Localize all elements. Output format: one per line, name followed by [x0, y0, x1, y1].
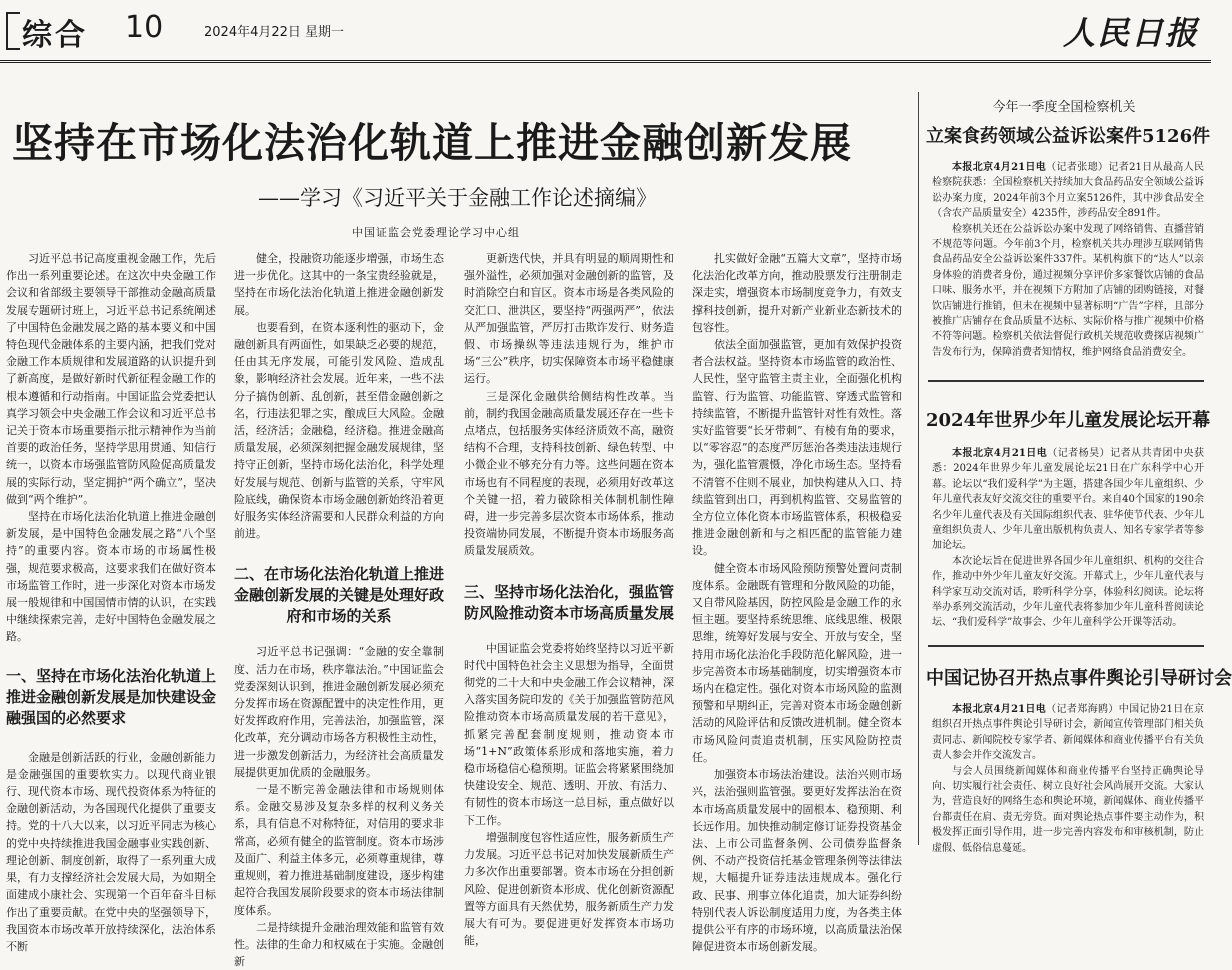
- paragraph: 与会人员围绕新闻媒体和商业传播平台坚持正确舆论导向、切实履行社会责任、树立良好社会风尚展开交流。大家认为，营造良好的网络生态和舆论环境，新闻媒体、商业传播平台都责任在肩、责无旁贷。面对舆论热点事件要主动作为，积极发挥正面引导作用，进一步完善内容发布和审核机制，防止虚假、低俗信息蔓延。: [932, 765, 1204, 854]
- section-heading-1: 一、坚持在市场化法治化轨道上推进金融创新发展是加快建设金融强国的必然要求: [6, 666, 217, 727]
- article-subhead: ——学习《习近平关于金融工作论述摘编》: [258, 186, 657, 210]
- paragraph: 三是深化金融供给侧结构性改革。当前，制约我国金融高质量发展还存在一些卡点堵点，包括服务实体经济质效不高，融资结构不合理，支持科技创新、绿色转型、中小微企业不够充分有力等。这些问题在资本市场也有不同程度的表现，必须用好改革这个关键一招，着力破除相关体制机制性障碍，进一步完善多层次资本市场体系，推动投资端协同发展，不断提升资本市场服务高质量发展质效。: [464, 389, 674, 558]
- dateline: 本报北京4月21日电: [952, 162, 1047, 173]
- paragraph: 健全资本市场风险预防预警处置问责制度体系。金融既有管理和分散风险的功能，又自带风险基因，防控风险是金融工作的永恒主题。要坚持系统思维、底线思维、极限思维，统筹好发展与安全、开放与安全，坚持用市场化法治化手段防范化解风险，进一步完善资本市场基础制度，切实增强资本市场内在稳定性。强化对资本市场风险的监测预警和早期纠正，完善对资本市场金融创新活动的风险评估和反馈改进机制。健全资本市场风险问责追责机制，压实风险防控责任。: [692, 561, 902, 764]
- paragraph: 坚持在市场化法治化轨道上推进金融创新发展，是中国特色金融发展之路“八个坚持”的重要内容。资本市场的市场属性极强，规范要求极高，这要求我们在做好资本市场监管工作时，进一步深化对资本市场发展一般规律和中国国情市情的认识，在实践中继续探索完善，走好中国特色金融发展之路。: [6, 510, 216, 644]
- sidebar-story1-body: [932, 160, 1204, 370]
- paragraph: （记者郑海鸥）中国记协21日在京组织召开热点事件舆论引导研讨会，新闻宣传管理部门相关负责同志、新闻院校专家学者、新闻媒体和商业传播平台有关负责人参会并作交流发言。: [932, 704, 1205, 762]
- paragraph: 本次论坛旨在促进世界各国少年儿童组织、机构的交往合作，推动中外少年儿童友好交流。开幕式上，少年儿童代表与科学家互动交流对话，聆听科学分享，体验科幻阅读。论坛将举办系列交流活动，少年儿童代表将参加少年儿童科普阅读论坛、“我们爱科学”故事会、少年儿童科学公开课等活动。: [932, 555, 1204, 629]
- sidebar-story2-body: [932, 446, 1204, 636]
- page-number: 10: [125, 10, 164, 45]
- sidebar-story2-title: 2024年世界少年儿童发展论坛开幕: [926, 410, 1211, 431]
- paragraph: 金融是创新活跃的行业，金融创新能力是金融强国的重要软实力。以现代商业银行、现代资本市场、现代投资体系为特征的金融创新活动，为各国现代化提供了重要支持。党的十八大以来，以习近平同志为核心的党中央持续推进我国金融事业实践创新、理论创新、制度创新，取得了一系列重大成果，有力支撑经济社会发展大局，为如期全面建成小康社会、实现第一个百年奋斗目标作出了重要贡献。在党中央的坚强领导下，我国资本市场改革开放持续深化，法治体系不断: [6, 750, 216, 953]
- paragraph: 也要看到，在资本逐利性的驱动下，金融创新具有两面性，如果缺乏必要的规范，任由其无序发展，可能引发风险、造成乱象，影响经济社会发展。近年来，一些不法分子搞伪创新、乱创新，甚至借金融创新之名，行违法犯罪之实，酿成巨大风险。金融活，经济活；金融稳，经济稳。推进金融高质量发展，必须深刻把握金融发展规律，坚持守正创新，坚持市场化法治化，科学处理好发展与规范、创新与监管的关系，守牢风险底线，确保资本市场金融创新始终沿着更好服务实体经济需要和人民群众利益的方向前进。: [234, 320, 444, 541]
- paragraph: 二是持续提升金融治理效能和监管有效性。法律的生命力和权威在于实施。金融创新: [234, 920, 444, 969]
- sidebar-divider: [928, 645, 1204, 647]
- paragraph: 扎实做好金融“五篇大文章”，坚持市场化法治化改革方向，推动股票发行注册制走深走实，增强资本市场制度竞争力，有效支撑科技创新，提升对新产业新业态新技术的包容性。: [692, 252, 902, 334]
- section-heading-2: 二、在市场化法治化轨道上推进金融创新发展的关键是处理好政府和市场的关系: [234, 565, 445, 626]
- sidebar-story1-title: 立案食药领域公益诉讼案件5126件: [926, 126, 1211, 147]
- article-column-4: [692, 250, 902, 954]
- article-column-1: [6, 250, 217, 953]
- paragraph: 健全，投融资功能逐步增强，市场生态进一步优化。这其中的一条宝贵经验就是，坚持在市场化法治化轨道上推进金融创新发展。: [234, 252, 444, 317]
- article-column-3: [464, 250, 675, 948]
- masthead: [0, 0, 1211, 64]
- sidebar-divider: [928, 380, 1204, 382]
- paragraph: 中国证监会党委将始终坚持以习近平新时代中国特色社会主义思想为指导，全面贯彻党的二十大和中央金融工作会议精神，深入落实国务院印发的《关于加强监管防范风险推动资本市场高质量发展的若干意见》，抓紧完善配套制度规则，推动资本市场“1+N”政策体系形成和落地实施，着力稳市场稳信心稳预期。证监会将紧紧围绕加快建设安全、规范、透明、开放、有活力、有韧性的资本市场这一总目标，重点做好以下工作。: [464, 641, 674, 827]
- sidebar-story3-body: [932, 702, 1205, 854]
- section-bracket: [6, 12, 20, 50]
- sidebar-story1-kicker: 今年一季度全国检察机关: [992, 100, 1136, 115]
- paragraph: 更新迭代快，并具有明显的顺周期性和强外溢性，必须加强对金融创新的监管，及时消除空白和盲区。资本市场是各类风险的交汇口、泄洪区，要坚持“两强两严”，依法从严加强监管，严厉打击欺诈发行、财务造假、市场操纵等违法违规行为，维护市场“三公”秩序，切实保障资本市场平稳健康运行。: [464, 252, 674, 386]
- paragraph: （记者杨昊）记者从共青团中央获悉：2024年世界少年儿童发展论坛21日在广东科学中心开幕。论坛以“我们爱科学”为主题，搭建各国少年儿童组织、少年儿童代表友好交流交往的重要平台。来自40个国家的190余名少年儿童代表及有关国际组织代表、驻华使节代表、少年儿童组织负责人、少年儿童出版机构负责人、知名专家学者等参加论坛。: [932, 448, 1205, 552]
- masthead-rule: [0, 60, 1211, 63]
- article-byline: 中国证监会党委理论学习中心组: [352, 226, 520, 239]
- paragraph: 习近平总书记高度重视金融工作，先后作出一系列重要论述。在这次中央金融工作会议和省部级主要领导干部推动金融高质量发展专题研讨班上，习近平总书记系统阐述了中国特色金融发展之路的基本要义和中国特色现代金融体系的主要内涵，把我们党对金融工作本质规律和发展道路的认识提升到了新高度，是做好新时代新征程金融工作的根本遵循和行动指南。中国证监会党委把认真学习领会中央金融工作会议和习近平总书记关于资本市场重要指示批示精神作为当前首要的政治任务，坚持学思用贯通、知信行统一，以资本市场强监管防风险促高质量发展的实际行动，坚定拥护“两个确立”，坚决做到“两个维护”。: [6, 252, 216, 506]
- issue-date: 2024年4月22日 星期一: [204, 25, 345, 40]
- column-divider: [918, 92, 919, 845]
- sidebar-story3-title: 中国记协召开热点事件舆论引导研讨会: [926, 668, 1232, 689]
- paragraph: （记者张璁）记者21日从最高人民检察院获悉：全国检察机关持续加大食品药品安全领域公益诉讼办案力度，2024年前3个月立案5126件，其中涉食品安全（含农产品质量安全）4235件，涉药品安全891件。: [932, 162, 1205, 220]
- paragraph: 一是不断完善金融法律和市场规则体系。金融交易涉及复杂多样的权利义务关系，具有信息不对称特征，对信用的要求非常高，必须有健全的监管制度。资本市场涉及面广、利益主体多元，必须尊重规律，尊重规则，着力推进基础制度建设，逐步构建起符合我国发展阶段要求的资本市场法律制度体系。: [234, 783, 444, 917]
- newspaper-logo: 人民日报: [1062, 14, 1199, 52]
- paragraph: 依法全面加强监管，更加有效保护投资者合法权益。坚持资本市场监管的政治性、人民性，坚守监管主责主业，全面强化机构监管、行为监管、功能监管、穿透式监管和持续监管，不断提升监管针对性有效性。落实好监管要“长牙带刺”、有棱有角的要求，以“零容忍”的态度严厉惩治各类违法违规行为，强化监管震慑，净化市场生态。坚持看不清管不住则不展业，加快构建从入口、持续监管到出口，再到机构监管、交易监管的全方位立体化资本市场监管体系，积极稳妥推进金融创新和与之相匹配的监管能力建设。: [692, 338, 902, 558]
- paragraph: 增强制度包容性适应性，服务新质生产力发展。习近平总书记对加快发展新质生产力多次作出重要部署。资本市场在分担创新风险、促进创新资本形成、优化创新资源配置等方面具有天然优势，服务新质生产力发展大有可为。要促进更好发挥资本市场功能，: [464, 830, 674, 948]
- section-heading-3: 三、坚持市场化法治化，强监管防风险推动资本市场高质量发展: [464, 582, 675, 622]
- paragraph: 习近平总书记强调：“金融的安全靠制度、活力在市场，秩序靠法治。”中国证监会党委深刻认识到，推进金融创新发展必须充分发挥市场在资源配置中的决定性作用，更好发挥政府作用，完善法治，加强监管，深化改革，充分调动市场各方积极性主动性，进一步激发创新活力，为经济社会高质量发展提供更加优质的金融服务。: [234, 645, 444, 779]
- dateline: 本报北京4月21日电: [952, 448, 1048, 459]
- section-name: 综合: [22, 18, 88, 53]
- dateline: 本报北京4月21日电: [952, 704, 1047, 715]
- paragraph: 加强资本市场法治建设。法治兴则市场兴，法治强则监管强。要更好发挥法治在资本市场高质量发展中的固根本、稳预期、利长远作用。加快推动制定修订证券投资基金法、上市公司监督条例、公司债券监督条例、不动产投资信托基金管理条例等法律法规，大幅提升证券违法违规成本。强化行政、民事、刑事立体化追责，加大证券纠纷特别代表人诉讼制度适用力度，为各类主体提供公平有序的市场环境，以高质量法治保障促进资本市场创新发展。: [692, 768, 902, 954]
- article-column-2: [234, 250, 445, 969]
- article-headline: 坚持在市场化法治化轨道上推进金融创新发展: [12, 119, 852, 167]
- paragraph: 检察机关还在公益诉讼办案中发现了网络销售、直播营销不规范等问题。今年前3个月，检察机关共办理涉互联网销售食品药品安全公益诉讼案件337件。某机构旗下的“达人”以亲身体验的消费者身份，通过视频分享评价多家餐饮店铺的食品口味、服务水平，并在视频下方附加了店铺的团购链接，对餐饮店铺进行推销，但未在视频中显著标明“广告”字样，且部分被推广店铺存在食品质量不达标、实际价格与推广视频中价格不符等问题。检察机关依法督促行政机关规范收费探店视频广告发布行为，保障消费者知情权，维护网络食品消费安全。: [932, 223, 1204, 358]
